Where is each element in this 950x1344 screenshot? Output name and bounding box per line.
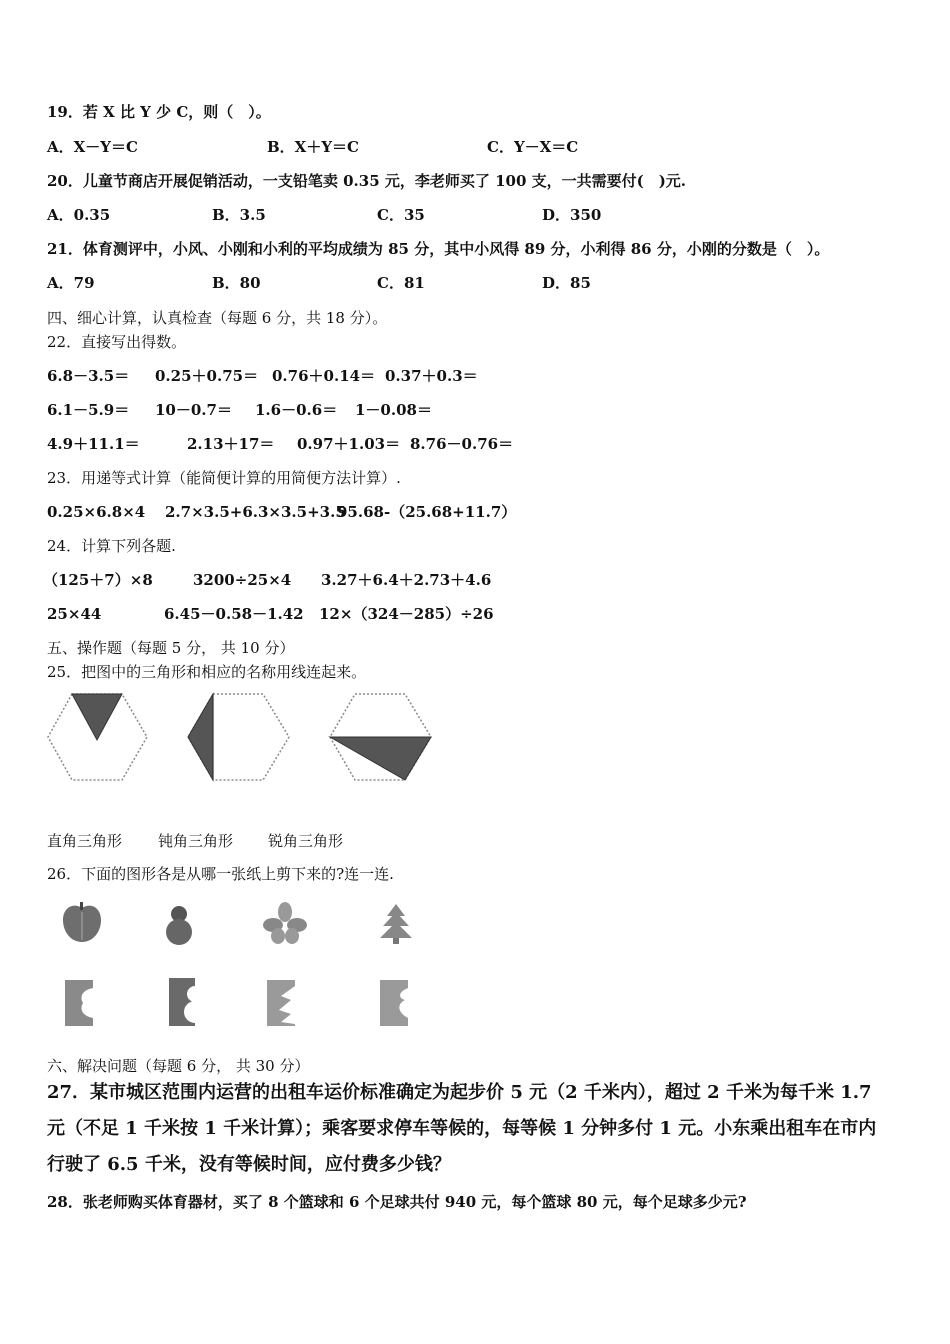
q22-item: 0.97＋1.03＝ (297, 435, 401, 453)
q21-option-b: B．80 (212, 274, 261, 292)
q19-option-a: A．X－Y＝C (47, 138, 138, 156)
q22-item: 8.76－0.76＝ (410, 435, 514, 453)
section-5-title: 五、操作题（每题 5 分， 共 10 分） (47, 639, 295, 657)
apple-shape-icon (63, 902, 101, 942)
q22-item: 6.1－5.9＝ (47, 401, 130, 419)
paper-cutout-4 (380, 980, 408, 1026)
section-4-title: 四、细心计算，认真检查（每题 6 分，共 18 分）。 (47, 309, 388, 327)
q26-stem: 26．下面的图形各是从哪一张纸上剪下来的?连一连. (47, 865, 394, 883)
q23-stem: 23．用递等式计算（能简便计算的用简便方法计算）. (47, 469, 401, 487)
q24-item: 6.45－0.58－1.42 (164, 605, 304, 623)
q22-item: 2.13＋17＝ (187, 435, 275, 453)
q22-item: 6.8－3.5＝ (47, 367, 130, 385)
q23-item: 95.68-（25.68+11.7） (337, 503, 517, 521)
q21-option-a: A．79 (47, 274, 95, 292)
q20-stem: 20．儿童节商店开展促销活动，一支铅笔卖 0.35 元，李老师买了 100 支，一共需要付( )元. (47, 172, 687, 190)
q24-item: 3.27＋6.4＋2.73＋4.6 (321, 571, 492, 589)
q20-option-c: C．35 (377, 206, 425, 224)
q25-hexagon-figures (45, 690, 445, 790)
hexagon-figure-1 (48, 694, 147, 780)
q19-option-c: C．Y－X＝C (487, 138, 579, 156)
q21-option-d: D．85 (542, 274, 591, 292)
q22-item: 1－0.08＝ (355, 401, 432, 419)
flower-shape-icon (263, 902, 307, 944)
paper-cutout-3 (267, 980, 295, 1026)
paper-cutout-1 (65, 980, 93, 1026)
q22-item: 1.6－0.6＝ (255, 401, 338, 419)
q24-item: （125＋7）×8 (43, 571, 153, 589)
section-6-title: 六、解决问题（每题 6 分， 共 30 分） (47, 1057, 310, 1075)
q19-option-b: B．X＋Y＝C (267, 138, 359, 156)
q19-stem: 19．若 X 比 Y 少 C，则（ ）。 (47, 103, 271, 121)
hexagon-figure-3 (330, 694, 431, 780)
gourd-shape-icon (166, 906, 192, 945)
q22-item: 0.76＋0.14＝ (272, 367, 376, 385)
q24-item: 25×44 (47, 605, 102, 623)
q24-stem: 24．计算下列各题. (47, 537, 176, 555)
q22-item: 0.37＋0.3＝ (385, 367, 478, 385)
q27-line-2: 元（不足 1 千米按 1 千米计算）；乘客要求停车等候的，每等候 1 分钟多付 1 元。小东乘出租车在市内 (47, 1118, 877, 1139)
tree-shape-icon (380, 904, 412, 944)
q20-option-a: A．0.35 (47, 206, 111, 224)
q28-stem: 28．张老师购买体育器材，买了 8 个篮球和 6 个足球共付 940 元，每个篮球 80 元，每个足球多少元? (47, 1193, 747, 1211)
q25-label-acute-triangle: 锐角三角形 (268, 832, 344, 850)
q20-option-b: B．3.5 (212, 206, 266, 224)
q22-item: 10－0.7＝ (155, 401, 232, 419)
q25-label-right-triangle: 直角三角形 (47, 832, 123, 850)
q25-stem: 25．把图中的三角形和相应的名称用线连起来。 (47, 663, 367, 681)
q22-stem: 22．直接写出得数。 (47, 333, 187, 351)
q24-item: 3200÷25×4 (193, 571, 292, 589)
q25-label-obtuse-triangle: 钝角三角形 (158, 832, 234, 850)
q27-line-1: 27．某市城区范围内运营的出租车运价标准确定为起步价 5 元（2 千米内），超过 2 千米为每千米 1.7 (47, 1082, 872, 1103)
q23-item: 2.7×3.5+6.3×3.5+3.5 (165, 503, 346, 521)
q23-item: 0.25×6.8×4 (47, 503, 146, 521)
q21-stem: 21．体育测评中，小风、小刚和小利的平均成绩为 85 分，其中小风得 89 分，小利得 86 分，小刚的分数是（ ）。 (47, 240, 830, 258)
hexagon-figure-2 (188, 694, 289, 780)
paper-cutout-2 (169, 978, 206, 1026)
q26-cutout-figures (55, 900, 435, 1040)
q22-item: 0.25＋0.75＝ (155, 367, 259, 385)
q22-item: 4.9＋11.1＝ (47, 435, 140, 453)
q27-line-3: 行驶了 6.5 千米，没有等候时间，应付费多少钱？ (47, 1154, 451, 1175)
q21-option-c: C．81 (377, 274, 425, 292)
q20-option-d: D．350 (542, 206, 602, 224)
q24-item: 12×（324－285）÷26 (319, 605, 494, 623)
